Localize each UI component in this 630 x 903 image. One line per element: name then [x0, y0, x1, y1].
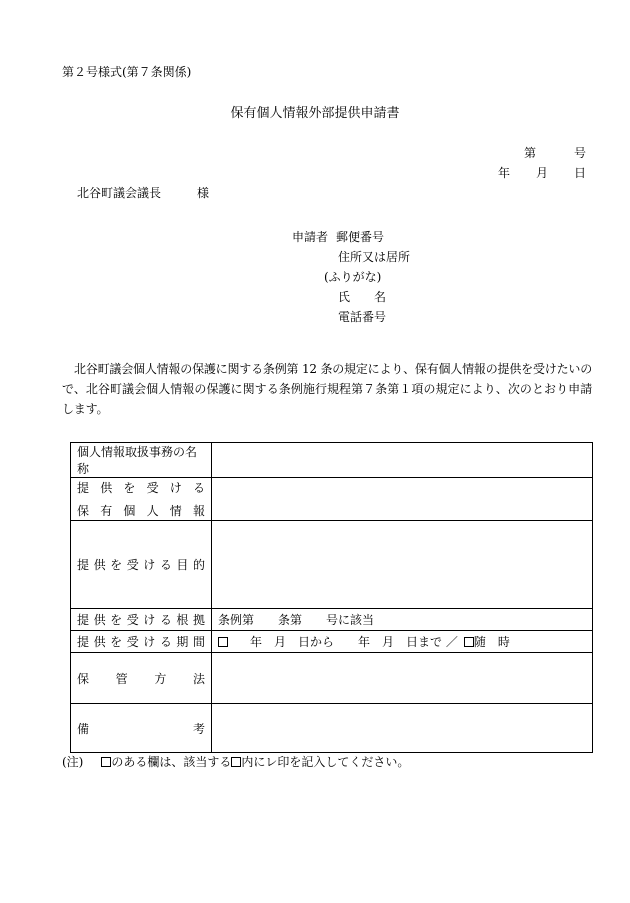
basis-field[interactable]: 条例第 条第 号に該当 [212, 609, 593, 631]
label-char: 備 [77, 721, 90, 736]
addressee [77, 187, 209, 199]
row-label-personal-info [71, 478, 212, 521]
furigana-label: (ふりがな) [324, 270, 382, 284]
table-row [71, 704, 593, 753]
label-char: を [110, 558, 123, 572]
date-day: 日 [573, 166, 586, 180]
label-char: 報 [192, 504, 205, 518]
table-row [71, 443, 593, 478]
footnote-text-a: のある欄は、該当する [111, 755, 232, 769]
storage-method-field[interactable] [212, 653, 593, 704]
phone-label: 電話番号 [338, 310, 387, 324]
table-row [71, 609, 593, 631]
period-anytime-text: 随 時 [473, 635, 510, 649]
label-char: 提 [77, 558, 90, 572]
table-row [71, 478, 593, 521]
applicant-label: 申請者 [292, 230, 329, 244]
label-char: 受 [126, 635, 139, 649]
label-char: 有 [100, 504, 113, 518]
label-char: 供 [93, 635, 106, 649]
label-char: 拠 [192, 613, 205, 627]
label-char: る [159, 635, 172, 649]
footnote-prefix: (注) [62, 755, 84, 769]
label-char: 根 [176, 613, 189, 627]
number-dai: 第 [523, 146, 536, 160]
checkbox-symbol [101, 757, 111, 767]
checkbox-symbol [231, 757, 241, 767]
label-char: を [110, 613, 123, 627]
period-range-text: 年 月 日から 年 月 日まで ／ [250, 635, 458, 649]
label-char: け [143, 558, 156, 572]
document-number-line [524, 147, 586, 159]
label-char: 目 [176, 558, 189, 572]
row-label-basis [71, 609, 212, 631]
addressee-name: 北谷町議会議長 [77, 186, 162, 200]
label-char: 供 [93, 558, 106, 572]
form-number: 第２号様式(第７条関係) [62, 65, 192, 79]
label-char: 供 [100, 481, 113, 495]
number-go: 号 [573, 146, 586, 160]
label-char: る [159, 613, 172, 627]
footnote [62, 756, 409, 768]
applicant-block [292, 227, 410, 327]
label-char: 保 [77, 671, 90, 686]
label-char: 方 [154, 671, 167, 686]
row-label-period [71, 631, 212, 653]
label-char: を [110, 635, 123, 649]
label-char: 受 [126, 558, 139, 572]
remarks-field[interactable] [212, 704, 593, 753]
table-row [71, 521, 593, 609]
body-paragraph: 北谷町議会個人情報の保護に関する条例第 12 条の規定により、保有個人情報の提供を受けたいので、北谷町議会個人情報の保護に関する条例施行規程第７条第１項の規定により、次のとおり申請します。 [62, 362, 592, 416]
label-char: 提 [77, 635, 90, 649]
label-char: け [169, 481, 182, 495]
label-char: 法 [192, 671, 205, 686]
table-row [71, 631, 593, 653]
period-field [212, 631, 593, 653]
label-char: 人 [146, 504, 159, 518]
address-label: 住所又は居所 [338, 250, 411, 264]
label-char: 供 [93, 613, 106, 627]
label-char: 個 [123, 504, 136, 518]
footnote-text-b: 内にレ印を記入してください。 [241, 755, 410, 769]
row-label-purpose [71, 521, 212, 609]
personal-info-field[interactable] [212, 478, 593, 521]
label-char: 的 [192, 558, 205, 572]
label-char: 期 [176, 635, 189, 649]
table-row [71, 653, 593, 704]
document-title: 保有個人情報外部提供申請書 [230, 106, 400, 121]
label-char: 提 [77, 481, 90, 495]
date-year: 年 [497, 166, 510, 180]
label-char: 提 [77, 613, 90, 627]
addressee-honorific: 様 [197, 186, 210, 200]
label-char: る [192, 481, 205, 495]
label-char: を [123, 481, 136, 495]
purpose-field[interactable] [212, 521, 593, 609]
label-char: 受 [126, 613, 139, 627]
row-label-storage [71, 653, 212, 704]
application-table [70, 442, 593, 753]
period-anytime-checkbox[interactable] [464, 637, 474, 647]
date-month: 月 [535, 166, 548, 180]
period-range-checkbox[interactable] [218, 637, 228, 647]
office-name-field[interactable] [212, 443, 593, 478]
label-char: 間 [192, 635, 205, 649]
name-label: 氏 名 [338, 290, 387, 304]
label-char: る [159, 558, 172, 572]
label-char: 情 [169, 504, 182, 518]
label-char: 管 [115, 671, 128, 686]
label-char: け [143, 635, 156, 649]
postal-code-label: 郵便番号 [336, 230, 385, 244]
label-char: 保 [77, 504, 90, 518]
label-char: 受 [146, 481, 159, 495]
row-label-office-name: 個人情報取扱事務の名称 [71, 443, 212, 478]
label-char: 考 [192, 721, 205, 736]
row-label-remarks [71, 704, 212, 753]
label-char: け [143, 613, 156, 627]
date-line [498, 167, 586, 179]
